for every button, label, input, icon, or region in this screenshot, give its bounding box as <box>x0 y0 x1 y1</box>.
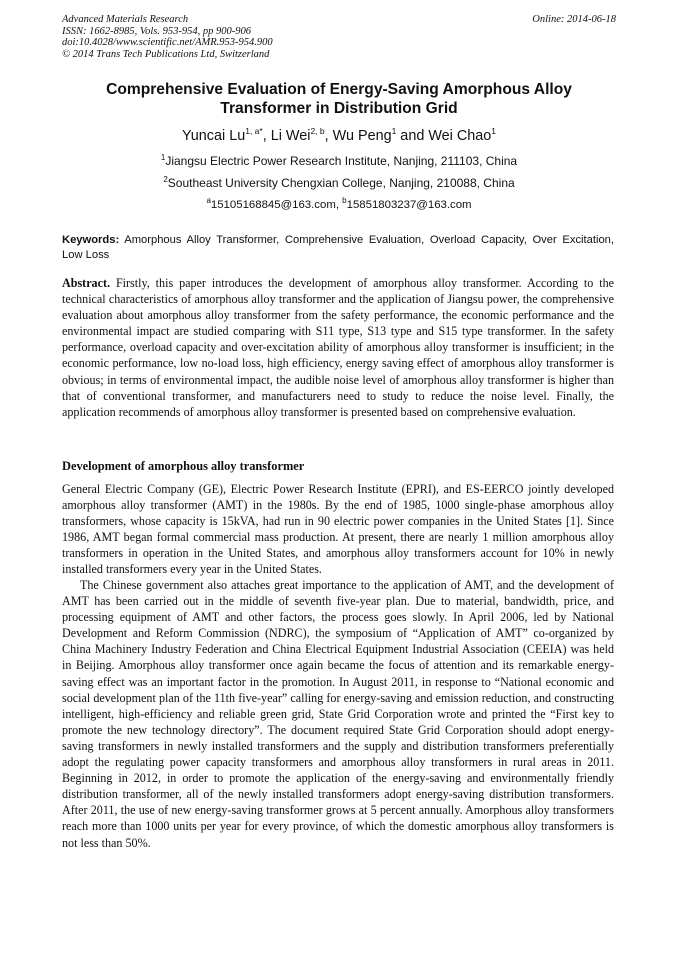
copyright-line: © 2014 Trans Tech Publications Ltd, Switzerland <box>62 48 270 60</box>
journal-name: Advanced Materials Research <box>62 14 189 25</box>
author-superscript: 2, b <box>310 126 325 136</box>
abstract-text: Firstly, this paper introduces the development of amorphous alloy transformer. According to the technical characteristics of amorphous alloy transformer and the application of Jiangsu power, the comprehensive evaluation about amorphous alloy transformer from the safety performance, the economic performance and the environmental impact are studied comparing with S11 type, S13 type and S15 type transformer. In the safety performance, overload capacity and over-excitation ability of amorphous alloy transformer is insufficient; in the economic performance, low no-load loss, high efficiency, energy saving effect of amorphous alloy transformer is obvious; in terms of environmental impact, the audible noise level of amorphous alloy transformer is higher than that of conventional transformer, and manufacturers need to study to reduce the noise level. Finally, the application recommends of amorphous alloy transformer is presented based on comprehensive evaluation. <box>62 276 614 419</box>
author-name: Yuncai Lu <box>182 128 246 144</box>
author-name: Wei Chao <box>428 128 492 144</box>
email-superscript: b <box>342 196 347 205</box>
journal-header <box>62 14 273 60</box>
abstract <box>62 275 614 420</box>
author-superscript: 1 <box>491 126 496 136</box>
author-list <box>62 127 616 145</box>
section-heading: Development of amorphous alloy transformer <box>62 459 305 473</box>
affiliation-2 <box>62 176 616 191</box>
online-date: Online: 2014-06-18 <box>532 14 616 25</box>
email-superscript: a <box>206 196 211 205</box>
email-address: 15105168845@163.com, <box>210 199 343 211</box>
email-address: 15851803237@163.com <box>346 199 472 211</box>
affiliation-1 <box>62 154 616 169</box>
affiliation-superscript: 1 <box>160 153 166 162</box>
author-name: Wu Peng <box>332 128 392 144</box>
keywords-text: Amorphous Alloy Transformer, Comprehensive Evaluation, Overload Capacity, Over Excitation, Low Loss <box>62 234 614 261</box>
author-separator: , <box>262 128 271 144</box>
author-separator: , <box>324 128 333 144</box>
affiliation-text: Jiangsu Electric Power Research Institute, Nanjing, 211103, China <box>165 154 518 168</box>
author-superscript: 1 <box>391 126 397 136</box>
author-superscript: 1, a* <box>245 126 263 136</box>
affiliation-superscript: 2 <box>163 175 168 184</box>
body-paragraph-1: General Electric Company (GE), Electric Power Research Institute (EPRI), and ES-EERCO jointly developed amorphous alloy transformer (AMT) in the 1980s. By the end of 1985, 1000 single-phase amorphous alloy transformers, whose capacity is 15kVA, had run in 90 electric power companies in the United States [1]. Since 1986, AMT began formal commercial mass production. At present, there are nearly 1 million amorphous alloy transformers in operation in the United States, and amorphous alloy transformers account for 10% in newly installed transformers every year in the United States. <box>62 482 614 577</box>
abstract-label: Abstract. <box>62 276 111 290</box>
doi-line: doi:10.4028/www.scientific.net/AMR.953-954.900 <box>62 37 273 49</box>
affiliation-text: Southeast University Chengxian College, Nanjing, 210088, China <box>167 176 515 190</box>
keywords <box>62 233 614 263</box>
body-paragraph-2: The Chinese government also attaches great importance to the application of AMT, and the development of AMT has been carried out in the middle of seventh five-year plan. Due to material, bandwidth, price, and processing equipment of AMT and other factors, the process goes slowly. In April 2006, led by National Development and Reform Commission (NDRC), the symposium of “Application of AMT” co-organized by China Machinery Industry Federation and China Electrical Equipment Industrial Association (CEEIA) was held in Beijing. Amorphous alloy transformer once again became the focus of attention and its remarkable energy-saving effect was an important factor in the promotion. In August 2011, in response to “National economic and social development plan of the 11th five-year” calling for energy-saving and emission reduction, and constructing intelligent, high-efficiency and reliable green grid, State Grid Corporation wrote and printed the “First key to promote the new technology directory”. The document required State Grid Corporation should adopt energy-saving transformers in newly installed transformers and the supply and distribution transformers preferentially adopt the regulating power capacity transformers and amorphous alloy transformers in rural areas in 2011. Beginning in 2012, in order to promote the application of the energy-saving and environmentally friendly distribution transformer, all of the newly installed transformers adopt energy-saving distribution transformers. After 2011, the use of new energy-saving transformer grows at 5 percent annually. Amorphous alloy transformers reach more than 1000 units per year for every province, of which the domestic amorphous alloy transformers is not less than 50%. <box>62 578 614 850</box>
author-separator: and <box>396 128 429 144</box>
issn-line: ISSN: 1662-8985, Vols. 953-954, pp 900-906 <box>62 25 251 37</box>
author-name: Li Wei <box>270 128 311 144</box>
paper-title: Comprehensive Evaluation of Energy-Saving Amorphous Alloy Transformer in Distribution Grid <box>106 81 572 117</box>
keywords-label: Keywords: <box>62 234 120 246</box>
email-line <box>62 198 616 213</box>
